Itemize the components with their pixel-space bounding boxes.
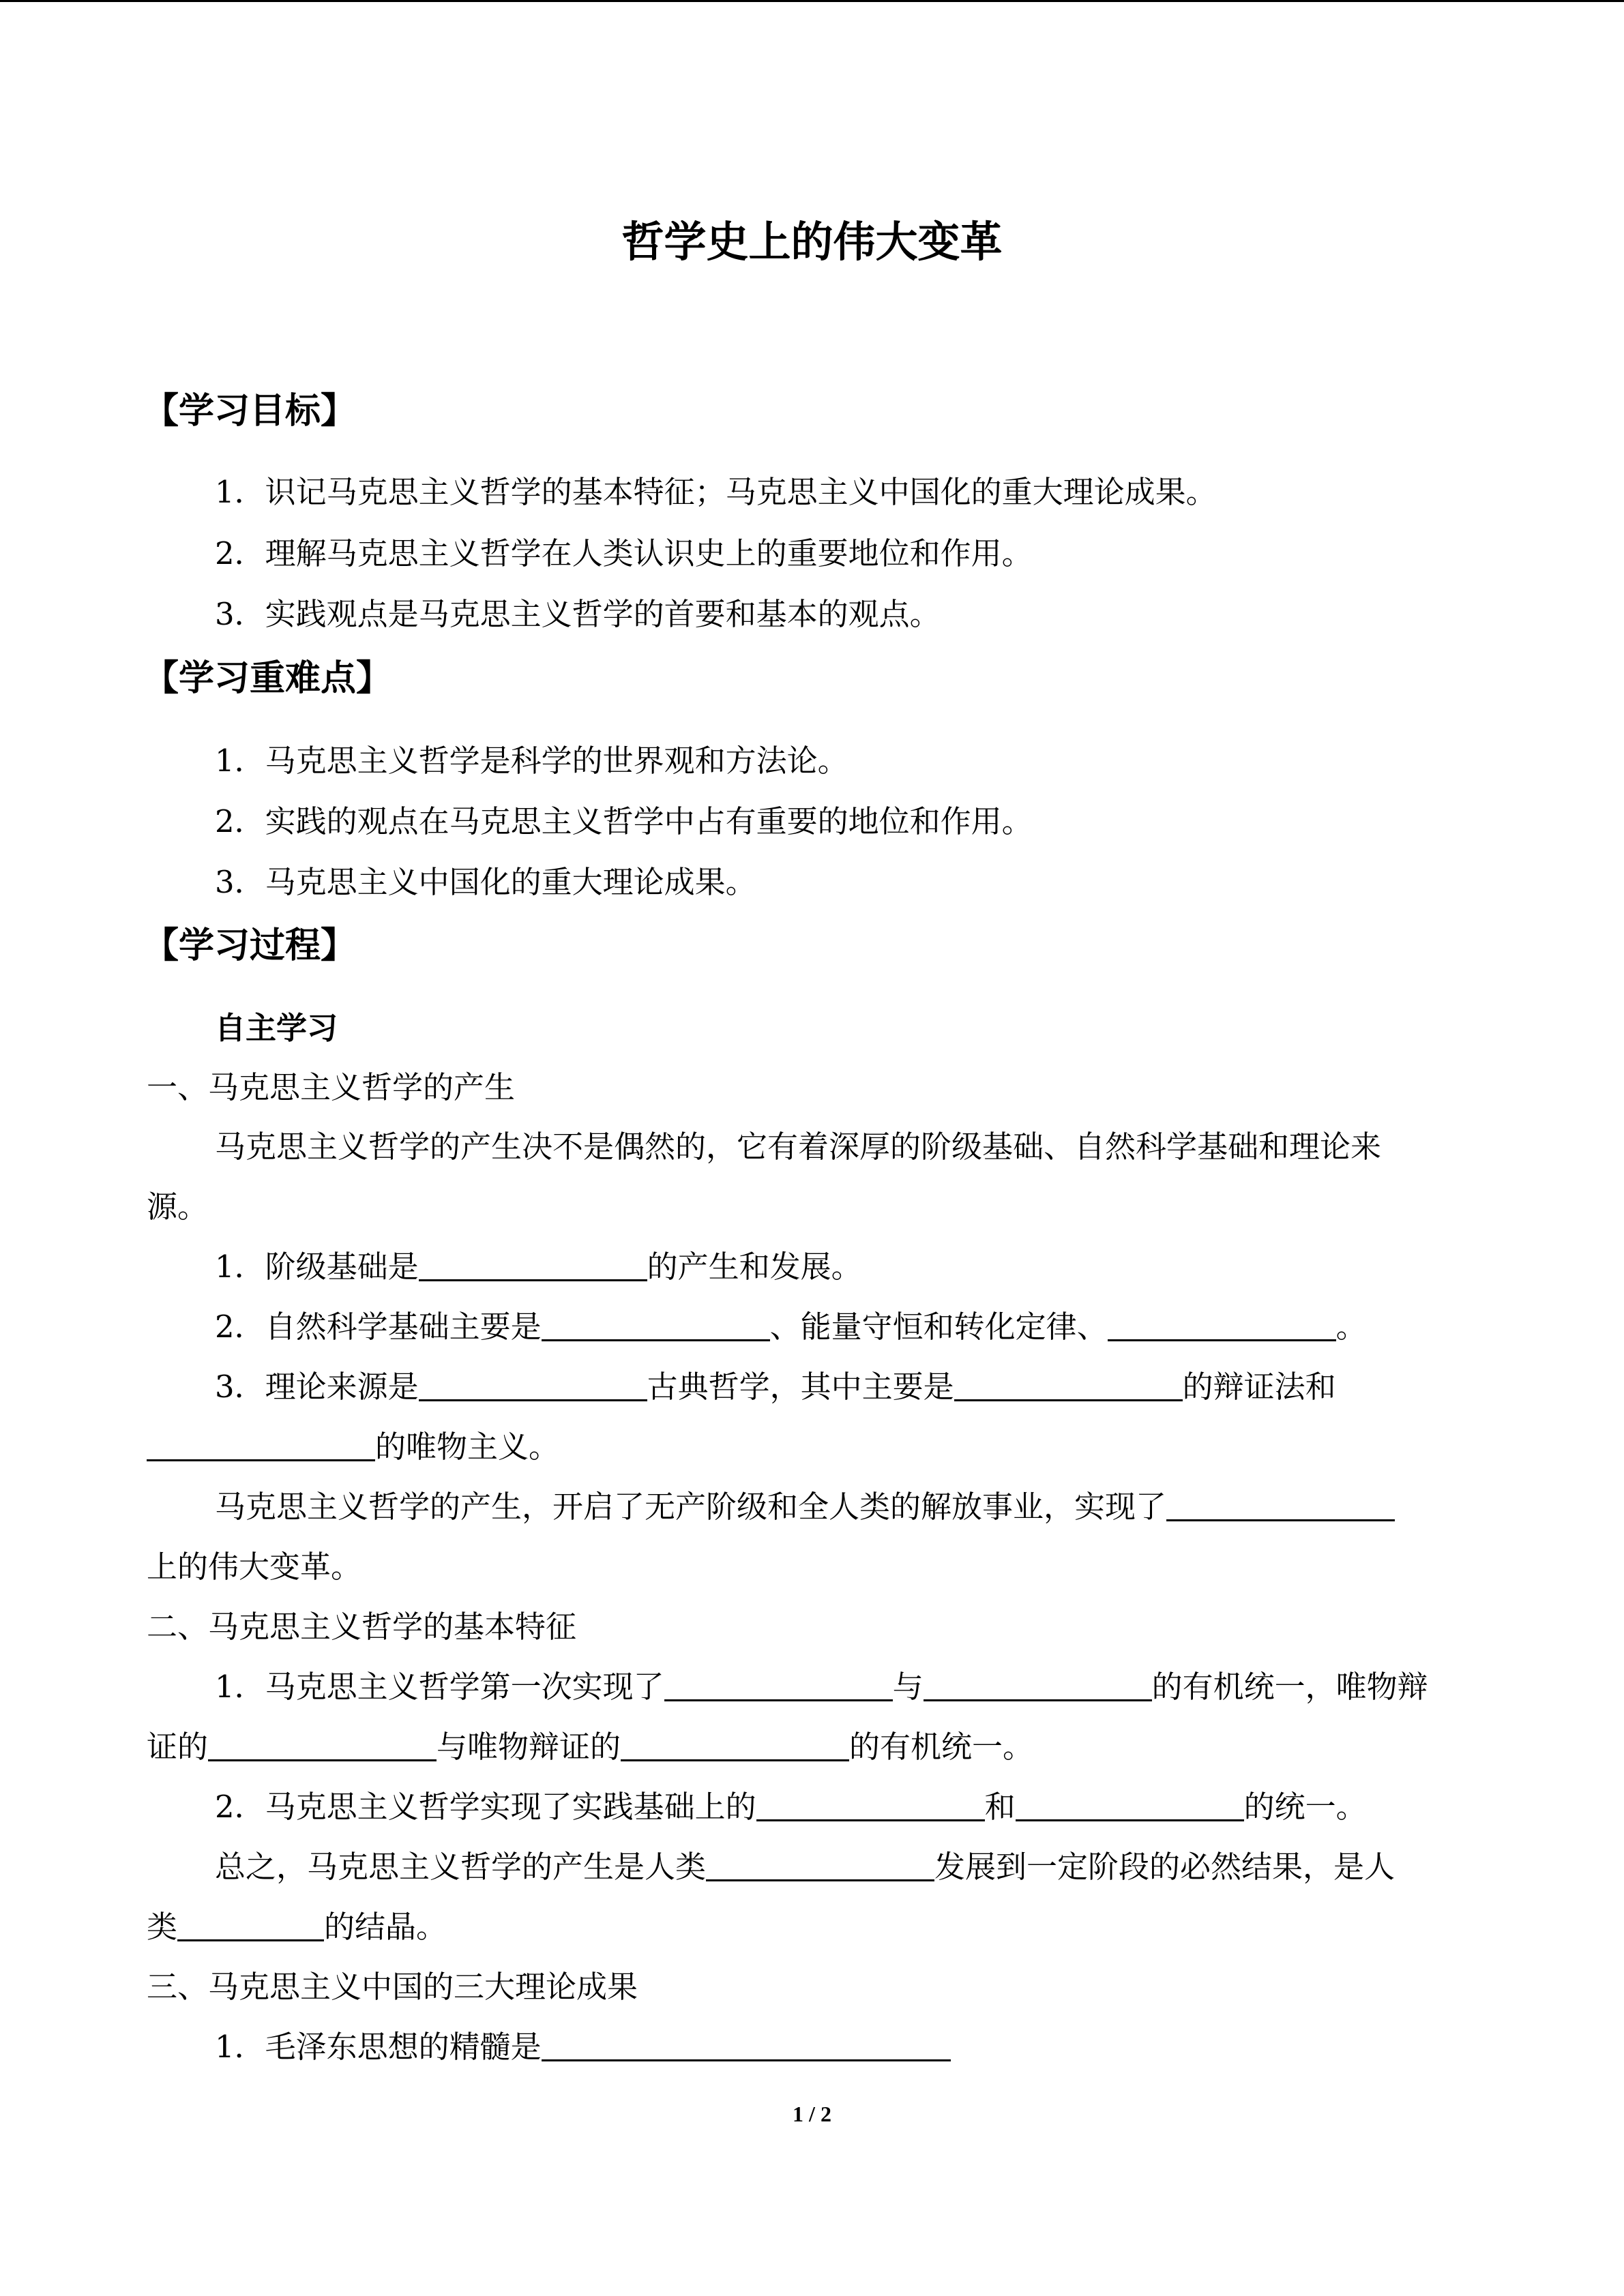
part1-q3-text-post: 的唯物主义。	[375, 1429, 560, 1465]
fill-blank[interactable]	[147, 1429, 375, 1461]
part1-q3-line2	[147, 1427, 559, 1467]
part2-q2	[215, 1787, 1367, 1828]
fill-blank[interactable]	[924, 1669, 1152, 1701]
fill-blank[interactable]	[419, 1369, 647, 1401]
goal-item-1: 1．识记马克思主义哲学的基本特征；马克思主义中国化的重大理论成果。	[215, 474, 1217, 510]
goal-item-3: 3．实践观点是马克思主义哲学的首要和基本的观点。	[215, 596, 941, 632]
part2-summary	[215, 1847, 1395, 1888]
key-point-item-1: 1．马克思主义哲学是科学的世界观和方法论。	[215, 743, 848, 779]
part2-q1-line2-text-mid: 与唯物辩证的	[437, 1729, 621, 1765]
part1-intro-line2: 源。	[147, 1189, 209, 1225]
part2-q1	[215, 1667, 1428, 1708]
part1-q2-text-post: 。	[1335, 1309, 1367, 1345]
part1-q1	[215, 1247, 862, 1287]
fill-blank[interactable]	[542, 2029, 951, 2061]
part1-q3-text-pre: 3．理论来源是	[215, 1369, 419, 1405]
part2-heading: 二、马克思主义哲学的基本特征	[147, 1609, 577, 1645]
part3-heading: 三、马克思主义中国的三大理论成果	[147, 1969, 638, 2005]
part1-intro-line1: 马克思主义哲学的产生决不是偶然的，它有着深厚的阶级基础、自然科学基础和理论来	[215, 1129, 1382, 1165]
part2-q1-text-mid1: 与	[892, 1669, 924, 1705]
key-points-heading: 【学习重难点】	[143, 658, 392, 699]
part3-q1-text-pre: 1．毛泽东思想的精髓是	[215, 2029, 542, 2065]
key-point-item-3: 3．马克思主义中国化的重大理论成果。	[215, 864, 756, 900]
part1-q1-text-pre: 1．阶级基础是	[215, 1249, 419, 1285]
goals-heading: 【学习目标】	[143, 391, 357, 432]
fill-blank[interactable]	[208, 1729, 437, 1761]
part1-heading: 一、马克思主义哲学的产生	[147, 1069, 516, 1105]
part1-q2	[215, 1307, 1367, 1347]
part2-q1-text-mid2: 的有机统一，唯物辩	[1151, 1669, 1428, 1705]
key-point-item-2: 2．实践的观点在马克思主义哲学中占有重要的地位和作用。	[215, 803, 1033, 839]
part1-q2-text-pre: 2．自然科学基础主要是	[215, 1309, 542, 1345]
process-heading: 【学习过程】	[143, 925, 357, 966]
part1-summary-text-pre: 马克思主义哲学的产生，开启了无产阶级和全人类的解放事业，实现了	[215, 1489, 1167, 1525]
top-border-rule	[0, 0, 1624, 2]
part2-q1-line2-text-post: 的有机统一。	[849, 1729, 1034, 1765]
goal-item-2: 2．理解马克思主义哲学在人类认识史上的重要地位和作用。	[215, 535, 1033, 571]
fill-blank[interactable]	[419, 1249, 647, 1281]
fill-blank[interactable]	[1166, 1489, 1395, 1521]
part2-q1-line2	[147, 1727, 1033, 1768]
fill-blank[interactable]	[621, 1729, 849, 1761]
self-study-subheading: 自主学习	[215, 1010, 338, 1046]
part2-summary-line2-text-pre: 类	[147, 1909, 178, 1945]
fill-blank[interactable]	[954, 1369, 1183, 1401]
fill-blank[interactable]	[706, 1849, 934, 1881]
fill-blank[interactable]	[664, 1669, 893, 1701]
part2-summary-line2	[147, 1907, 447, 1948]
part2-q2-text-mid: 和	[984, 1789, 1016, 1825]
part1-q2-text-mid: 、能量守恒和转化定律、	[769, 1309, 1108, 1345]
fill-blank[interactable]	[756, 1789, 985, 1821]
part2-summary-text-pre: 总之，马克思主义哲学的产生是人类	[215, 1849, 707, 1885]
part1-summary-line2: 上的伟大变革。	[147, 1549, 362, 1585]
part1-q3-text-mid1: 古典哲学，其中主要是	[647, 1369, 954, 1405]
part2-q1-text-pre: 1．马克思主义哲学第一次实现了	[215, 1669, 664, 1705]
fill-blank[interactable]	[177, 1909, 324, 1941]
part2-q1-line2-text-pre: 证的	[147, 1729, 209, 1765]
page-title: 哲学史上的伟大变革	[621, 217, 1003, 267]
fill-blank[interactable]	[542, 1309, 770, 1341]
part1-q3	[215, 1367, 1336, 1407]
page-number: 1 / 2	[793, 2102, 831, 2126]
part3-q1	[215, 2027, 951, 2068]
fill-blank[interactable]	[1016, 1789, 1244, 1821]
part1-q3-text-mid2: 的辩证法和	[1182, 1369, 1336, 1405]
part2-summary-text-mid: 发展到一定阶段的必然结果，是人	[934, 1849, 1396, 1885]
part1-summary	[215, 1487, 1395, 1527]
fill-blank[interactable]	[1108, 1309, 1336, 1341]
part1-q1-text-post: 的产生和发展。	[647, 1249, 862, 1285]
part2-q2-text-post: 的统一。	[1243, 1789, 1367, 1825]
part2-q2-text-pre: 2．马克思主义哲学实现了实践基础上的	[215, 1789, 756, 1825]
part2-summary-line2-text-post: 的结晶。	[324, 1909, 447, 1945]
